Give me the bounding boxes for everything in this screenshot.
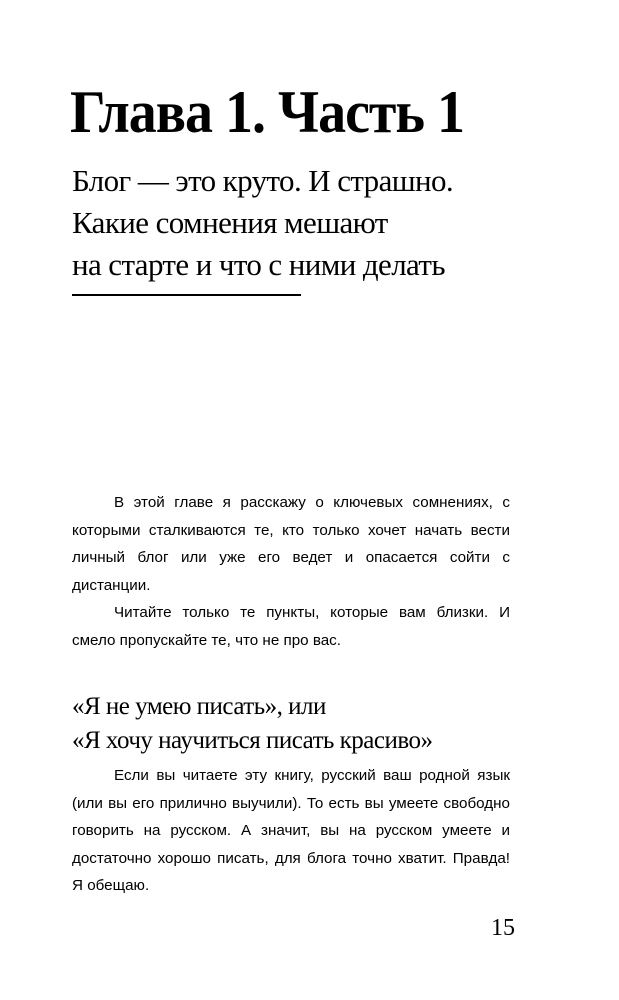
page-number: 15 bbox=[491, 915, 515, 941]
chapter-subtitle-line: Какие сомнения мешают bbox=[72, 205, 388, 240]
intro-text bbox=[72, 489, 510, 654]
intro-paragraph: В этой главе я расскажу о ключевых сомнениях, с которыми сталкиваются те, кто только хочет начать вести личный блог или уже его ведет и опасается сойти с дистанции. bbox=[72, 494, 510, 594]
section-body bbox=[72, 762, 510, 900]
section-paragraph: Если вы читаете эту книгу, русский ваш родной язык (или вы его прилично выучили). То есть вы умеете свободно говорить на русском. А значит, вы на русском умеете и достаточно хорошо писать, для блога точно хватит. Правда! Я обещаю. bbox=[72, 767, 510, 894]
title-divider bbox=[72, 294, 301, 296]
section-heading bbox=[72, 690, 433, 758]
chapter-title: Глава 1. Часть 1 bbox=[70, 79, 465, 147]
chapter-subtitle-line: на старте и что с ними делать bbox=[72, 247, 445, 282]
section-heading-line: «Я не умею писать», или bbox=[72, 693, 326, 720]
intro-paragraph: Читайте только те пункты, которые вам близки. И смело пропускайте те, что не про вас. bbox=[72, 604, 510, 649]
section-heading-line: «Я хочу научиться писать красиво» bbox=[72, 727, 433, 754]
chapter-subtitle bbox=[72, 160, 453, 286]
chapter-subtitle-line: Блог — это круто. И страшно. bbox=[72, 163, 454, 198]
